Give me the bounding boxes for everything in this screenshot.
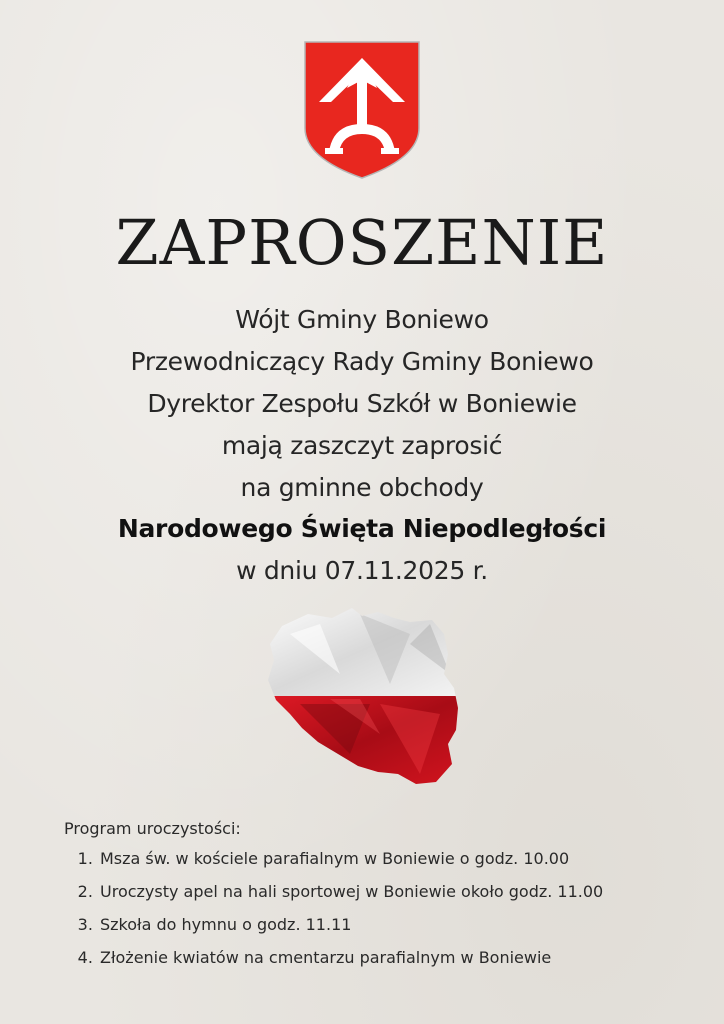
- program-list: [64, 848, 684, 969]
- date-line: w dniu 07.11.2025 r.: [236, 556, 488, 585]
- program-item: 4. Złożenie kwiatów na cmentarzu parafialnym w Boniewie: [98, 947, 684, 969]
- event-line: na gminne obchody: [240, 473, 484, 502]
- program-item: 2. Uroczysty apel na hali sportowej w Boniewie około godz. 11.00: [98, 881, 684, 903]
- invite-line: mają zaszczyt zaprosić: [221, 431, 503, 460]
- program-item: 3. Szkoła do hymnu o godz. 11.11: [98, 914, 684, 936]
- event-name: Narodowego Święta Niepodległości: [117, 514, 607, 543]
- program-section: [64, 818, 684, 980]
- coat-of-arms-icon: [303, 40, 421, 180]
- program-heading: Program uroczystości:: [64, 819, 241, 838]
- host-line-1: Wójt Gminy Boniewo: [235, 305, 489, 334]
- poland-flag-map-icon: [260, 604, 465, 788]
- page-title: ZAPROSZENIE: [115, 206, 609, 279]
- host-line-2: Przewodniczący Rady Gminy Boniewo: [130, 347, 594, 376]
- host-line-3: Dyrektor Zespołu Szkół w Boniewie: [147, 389, 577, 418]
- program-item: 1. Msza św. w kościele parafialnym w Boniewie o godz. 10.00: [98, 848, 684, 870]
